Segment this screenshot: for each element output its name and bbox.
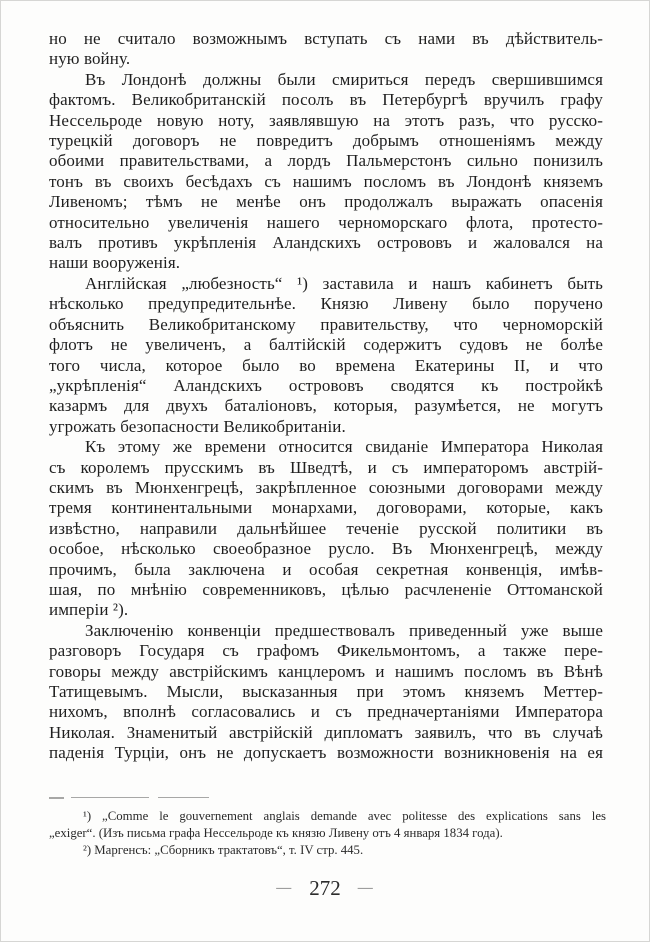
text-line: извѣстно, направили дальнѣйшее теченіе русской политики въ xyxy=(49,518,603,538)
footnote-line: „exiger“. (Изъ письма графа Нессельроде къ князю Ливену отъ 4 января 1834 года). xyxy=(49,825,503,840)
text-line: казармъ для двухъ баталіоновъ, которыя, разумѣется, не могутъ xyxy=(49,396,603,416)
text-line: съ королемъ прусскимъ въ Шведтѣ, и съ императоромъ австрій- xyxy=(49,457,603,477)
paragraph xyxy=(49,437,603,621)
text-line: имперіи ²). xyxy=(49,600,129,620)
text-line: угрожать безопасности Великобританіи. xyxy=(49,416,346,436)
text-line: „укрѣпленія“ Аландскихъ острововъ сводятся къ постройкѣ xyxy=(49,375,603,395)
text-line: тонъ въ своихъ бесѣдахъ съ нашимъ посломъ въ Лондонѣ княземъ xyxy=(49,171,603,191)
page-number-value: 272 xyxy=(309,876,341,901)
text-line: фактомъ. Великобританскій посолъ въ Петербургѣ вручилъ графу xyxy=(49,90,603,110)
text-line: но не считало возможнымъ вступать съ нами въ дѣйствитель- xyxy=(49,29,603,48)
text-line: нихомъ, вполнѣ согласовались и съ предначертаніями Императора xyxy=(49,702,603,722)
text-line: скимъ въ Мюнхенгрецѣ, закрѣпленное союзными договорами между xyxy=(49,477,603,497)
footnotes xyxy=(49,808,606,860)
text-line: ную войну. xyxy=(49,49,131,69)
text-line: тремя континентальными монархами, договорами, которые, какъ xyxy=(49,498,603,518)
text-line: говоры между австрійскимъ канцлеромъ и нашимъ посломъ въ Вѣнѣ xyxy=(49,661,603,681)
text-line: обоими правительствами, а лордъ Пальмерстонъ сильно понизилъ xyxy=(49,151,603,171)
page-body xyxy=(49,29,603,764)
text-line: Заключенію конвенціи предшествовалъ приведенный уже выше xyxy=(85,620,603,640)
text-line: наши вооруженія. xyxy=(49,253,181,273)
paragraph xyxy=(49,29,603,70)
text-line: Татищевымъ. Мысли, высказанныя при этомъ княземъ Меттер- xyxy=(49,682,603,701)
text-line: особое, нѣсколько своеобразное русло. Въ Мюнхенгрецѣ, между xyxy=(49,539,603,559)
text-line: Въ Лондонѣ должны были смириться передъ свершившимся xyxy=(85,69,603,89)
text-line: разговоръ Государя съ графомъ Фикельмонтомъ, а также пере- xyxy=(49,641,603,661)
text-line: флотъ не увеличенъ, а балтійскій содержитъ судовъ не болѣе xyxy=(49,335,603,355)
paragraph xyxy=(49,621,603,764)
text-line: объяснить Великобританскому правительству, что черноморскій xyxy=(49,314,603,334)
paragraph xyxy=(49,70,603,274)
footnote-line: ¹) „Comme le gouvernement anglais demande avec politesse des explications sans les xyxy=(83,808,606,823)
text-line: паденія Турціи, онъ не допускаетъ возможности возникновенія на ея xyxy=(49,743,603,763)
text-line: Англійская „любезность“ ¹) заставила и нашъ кабинетъ быть xyxy=(85,273,603,293)
text-line: шая, по мнѣнію современниковъ, цѣлью расчлененіе Оттоманской xyxy=(49,579,603,599)
text-line: прочимъ, была заключена и особая секретная конвенція, имѣв- xyxy=(49,559,603,579)
text-line: того числа, которое было во времена Екатерины II, и что xyxy=(49,355,603,375)
page-number-dash: — xyxy=(276,880,293,897)
footnote-separator xyxy=(49,797,209,799)
page-number-dash: — xyxy=(357,880,374,897)
text-line: Нессельроде новую ноту, заявлявшую на этотъ разъ, что русско- xyxy=(49,110,603,130)
page-number xyxy=(49,876,601,901)
text-line: турецкій договоръ не повредитъ добрымъ отношеніямъ между xyxy=(49,131,603,151)
paragraph xyxy=(49,274,603,437)
text-line: валъ противъ укрѣпленія Аландскихъ острововъ и жаловался на xyxy=(49,233,603,253)
text-line: Николая. Знаменитый австрійскій дипломатъ заявилъ, что въ случаѣ xyxy=(49,722,603,742)
text-line: Ливеномъ; тѣмъ не менѣе онъ продолжалъ выражать опасенія xyxy=(49,192,603,212)
text-line: нѣсколько предупредительнѣе. Князю Ливену было поручено xyxy=(49,294,603,314)
text-line: относительно увеличенія нашего черноморскаго флота, протесто- xyxy=(49,212,603,232)
footnote-line: ²) Маргенсъ: „Сборникъ трактатовъ“, т. IV стр. 445. xyxy=(83,843,364,858)
text-line: Къ этому же времени относится свиданіе Императора Николая xyxy=(85,437,603,457)
